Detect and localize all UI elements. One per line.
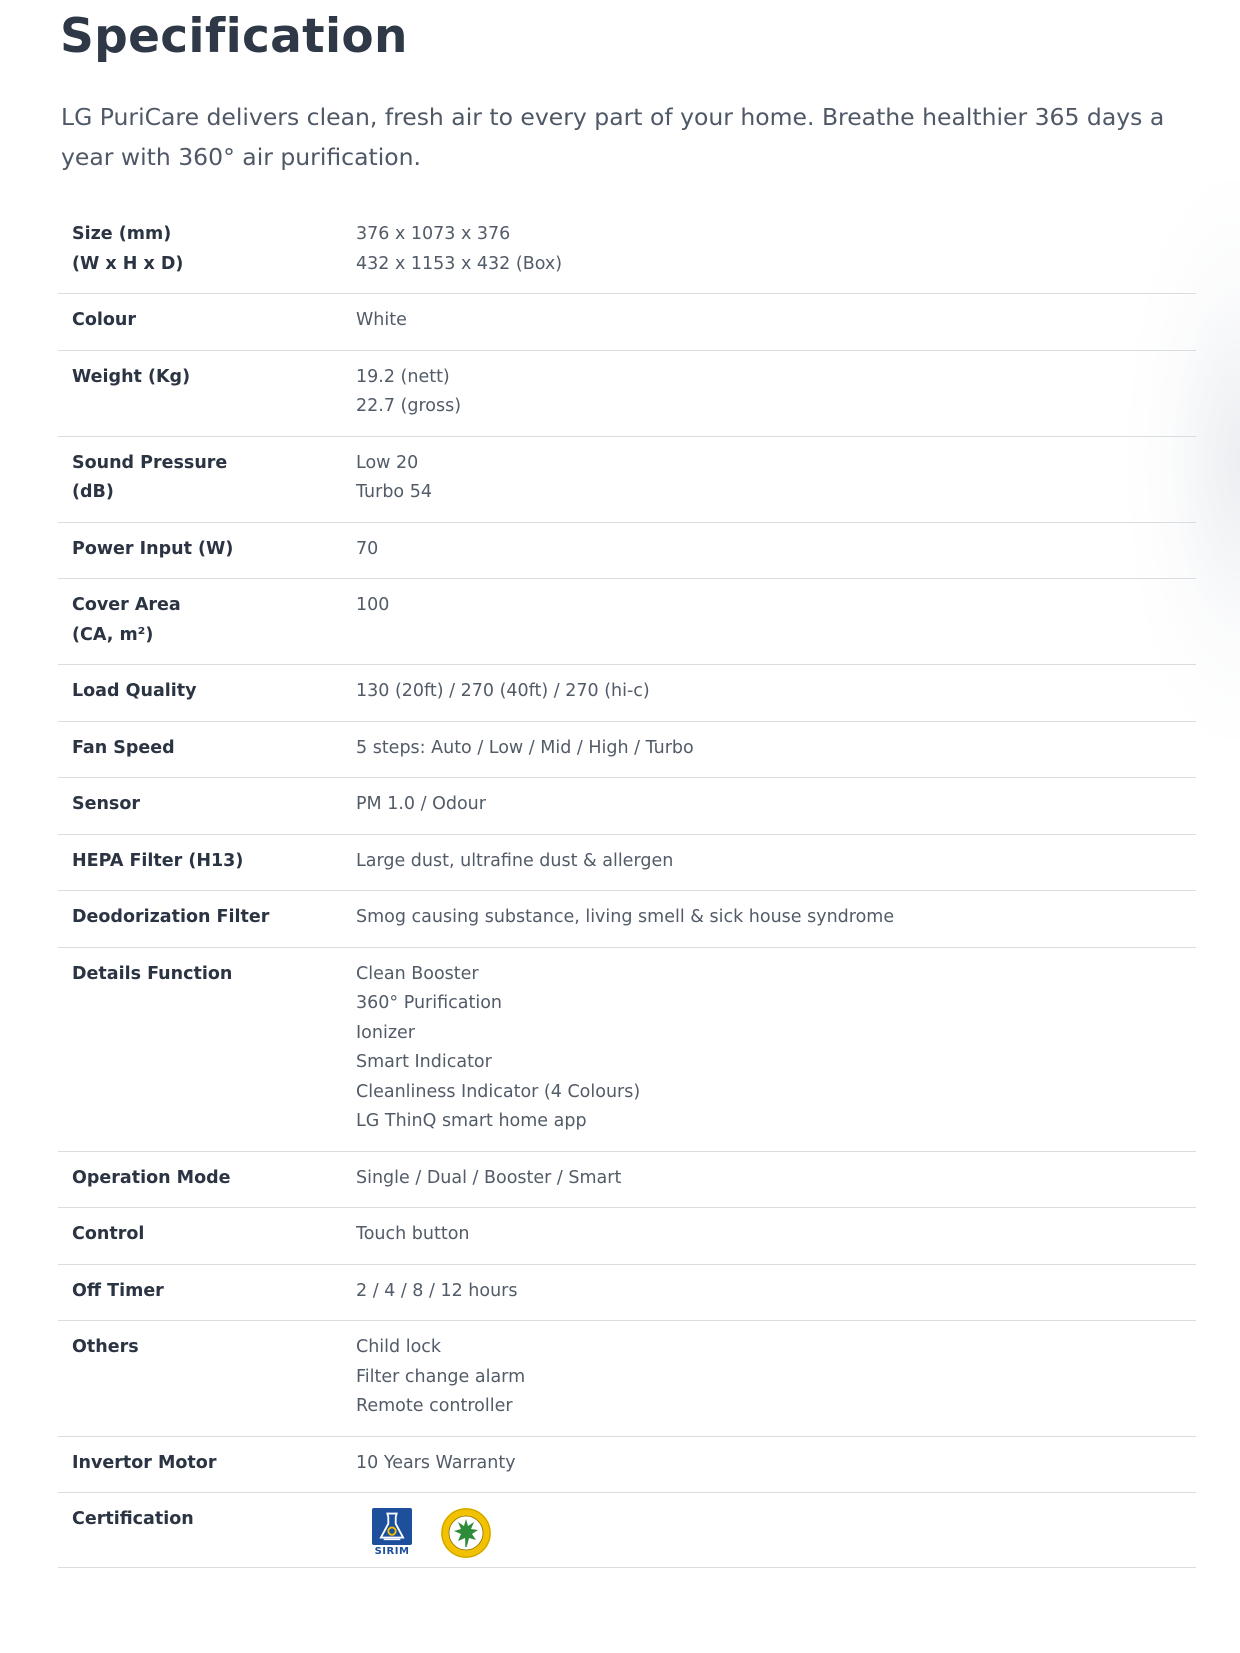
spec-value xyxy=(356,665,1196,722)
spec-label xyxy=(58,947,356,1151)
table-row xyxy=(58,1208,1196,1265)
spec-label xyxy=(58,834,356,891)
spec-value-line: 10 Years Warranty xyxy=(356,1452,516,1473)
table-row xyxy=(58,721,1196,778)
spec-value xyxy=(356,721,1196,778)
table-row xyxy=(58,208,1196,294)
spec-value-line: Smart Indicator xyxy=(356,1052,492,1072)
spec-value-line: 22.7 (gross) xyxy=(356,396,462,416)
table-row xyxy=(58,436,1196,522)
spec-value-line: 70 xyxy=(356,538,379,559)
spec-label xyxy=(58,665,356,722)
spec-label-line: Fan Speed xyxy=(72,737,175,758)
spec-label-line: (dB) xyxy=(72,482,114,502)
spec-value-line: Clean Booster xyxy=(356,963,479,984)
table-row xyxy=(58,1436,1196,1493)
spec-label xyxy=(58,1321,356,1437)
spec-value xyxy=(356,834,1196,891)
spec-value-line: 432 x 1153 x 432 (Box) xyxy=(356,253,563,274)
spec-label-line: Invertor Motor xyxy=(72,1452,217,1473)
spec-value-line: Single / Dual / Booster / Smart xyxy=(356,1167,622,1188)
spec-label-line: Colour xyxy=(72,310,136,330)
eco-label-icon xyxy=(440,1507,492,1559)
spec-value-line: 19.2 (nett) xyxy=(356,366,450,387)
spec-label xyxy=(58,208,356,294)
spec-value xyxy=(356,778,1196,835)
spec-label xyxy=(58,891,356,948)
spec-label-line: Load Quality xyxy=(72,681,197,701)
spec-label-line: HEPA Filter (H13) xyxy=(72,850,244,871)
spec-value xyxy=(356,1264,1196,1321)
spec-table-body xyxy=(58,208,1196,1568)
spec-value xyxy=(356,1493,1196,1568)
spec-value-line: Filter change alarm xyxy=(356,1366,526,1387)
table-row xyxy=(58,1321,1196,1437)
spec-label xyxy=(58,294,356,351)
spec-value-line: Large dust, ultrafine dust & allergen xyxy=(356,850,674,871)
spec-value-line: 376 x 1073 x 376 xyxy=(356,224,511,244)
spec-value-line: 2 / 4 / 8 / 12 hours xyxy=(356,1280,518,1301)
spec-label xyxy=(58,1208,356,1265)
table-row xyxy=(58,834,1196,891)
spec-label xyxy=(58,579,356,665)
spec-label-line: Cover Area xyxy=(72,595,181,615)
certification-logos xyxy=(356,1493,1196,1567)
page-title: Specification xyxy=(60,9,408,64)
spec-value xyxy=(356,579,1196,665)
sirim-mark-icon xyxy=(372,1508,412,1545)
spec-label-line: Operation Mode xyxy=(72,1167,231,1188)
spec-value-line: Touch button xyxy=(356,1224,470,1244)
table-row xyxy=(58,947,1196,1151)
spec-value-line: White xyxy=(356,310,407,330)
spec-value-line: 130 (20ft) / 270 (40ft) / 270 (hi-c) xyxy=(356,681,650,701)
spec-label-line: Weight (Kg) xyxy=(72,366,191,387)
spec-label xyxy=(58,1264,356,1321)
spec-label xyxy=(58,721,356,778)
spec-table xyxy=(58,208,1196,1568)
table-row xyxy=(58,778,1196,835)
spec-value xyxy=(356,294,1196,351)
spec-label-line: Power Input (W) xyxy=(72,538,234,559)
table-row xyxy=(58,1264,1196,1321)
spec-label xyxy=(58,1151,356,1208)
spec-value xyxy=(356,1151,1196,1208)
spec-label-line: Sensor xyxy=(72,794,141,814)
spec-value-line: Low 20 xyxy=(356,452,419,473)
spec-value xyxy=(356,350,1196,436)
spec-label xyxy=(58,350,356,436)
spec-value-line: Smog causing substance, living smell & sick house syndrome xyxy=(356,907,895,927)
table-row xyxy=(58,891,1196,948)
spec-label xyxy=(58,436,356,522)
spec-value xyxy=(356,1321,1196,1437)
spec-value-line: 5 steps: Auto / Low / Mid / High / Turbo xyxy=(356,737,694,758)
spec-value xyxy=(356,522,1196,579)
spec-value-line: 100 xyxy=(356,595,390,615)
intro-paragraph: LG PuriCare delivers clean, fresh air to every part of your home. Breathe healthier 365 days a year with 360° air purification. xyxy=(61,103,1165,171)
table-row xyxy=(58,350,1196,436)
table-row-certification xyxy=(58,1493,1196,1568)
spec-value xyxy=(356,1208,1196,1265)
spec-value-line: Remote controller xyxy=(356,1396,513,1416)
spec-value-line: LG ThinQ smart home app xyxy=(356,1111,587,1131)
table-row xyxy=(58,294,1196,351)
table-row xyxy=(58,522,1196,579)
spec-label-line: Deodorization Filter xyxy=(72,907,270,927)
spec-label-line: Size (mm) xyxy=(72,224,172,244)
spec-label xyxy=(58,522,356,579)
spec-label-line: Control xyxy=(72,1224,145,1244)
spec-value-line: Ionizer xyxy=(356,1022,415,1043)
spec-label-line: (W x H x D) xyxy=(72,253,184,274)
spec-label-line: Sound Pressure xyxy=(72,452,228,473)
spec-value-line: Cleanliness Indicator (4 Colours) xyxy=(356,1081,641,1102)
table-row xyxy=(58,665,1196,722)
spec-value-line: Turbo 54 xyxy=(356,482,432,502)
spec-value xyxy=(356,947,1196,1151)
spec-value-line: Child lock xyxy=(356,1337,442,1357)
sirim-logo-icon xyxy=(372,1508,412,1558)
spec-label-line: Off Timer xyxy=(72,1280,164,1301)
spec-label xyxy=(58,1493,356,1568)
spec-label-line: Certification xyxy=(72,1509,194,1529)
spec-value xyxy=(356,208,1196,294)
spec-label-line: Others xyxy=(72,1337,139,1357)
spec-value xyxy=(356,891,1196,948)
spec-value-line: PM 1.0 / Odour xyxy=(356,794,486,814)
spec-value xyxy=(356,436,1196,522)
spec-value xyxy=(356,1436,1196,1493)
table-row xyxy=(58,579,1196,665)
spec-label-line: (CA, m²) xyxy=(72,624,154,645)
sirim-logo-text: SIRIM xyxy=(374,1546,410,1557)
spec-label xyxy=(58,1436,356,1493)
spec-value-line: 360° Purification xyxy=(356,993,502,1013)
spec-label-line: Details Function xyxy=(72,963,233,984)
table-row xyxy=(58,1151,1196,1208)
spec-label xyxy=(58,778,356,835)
